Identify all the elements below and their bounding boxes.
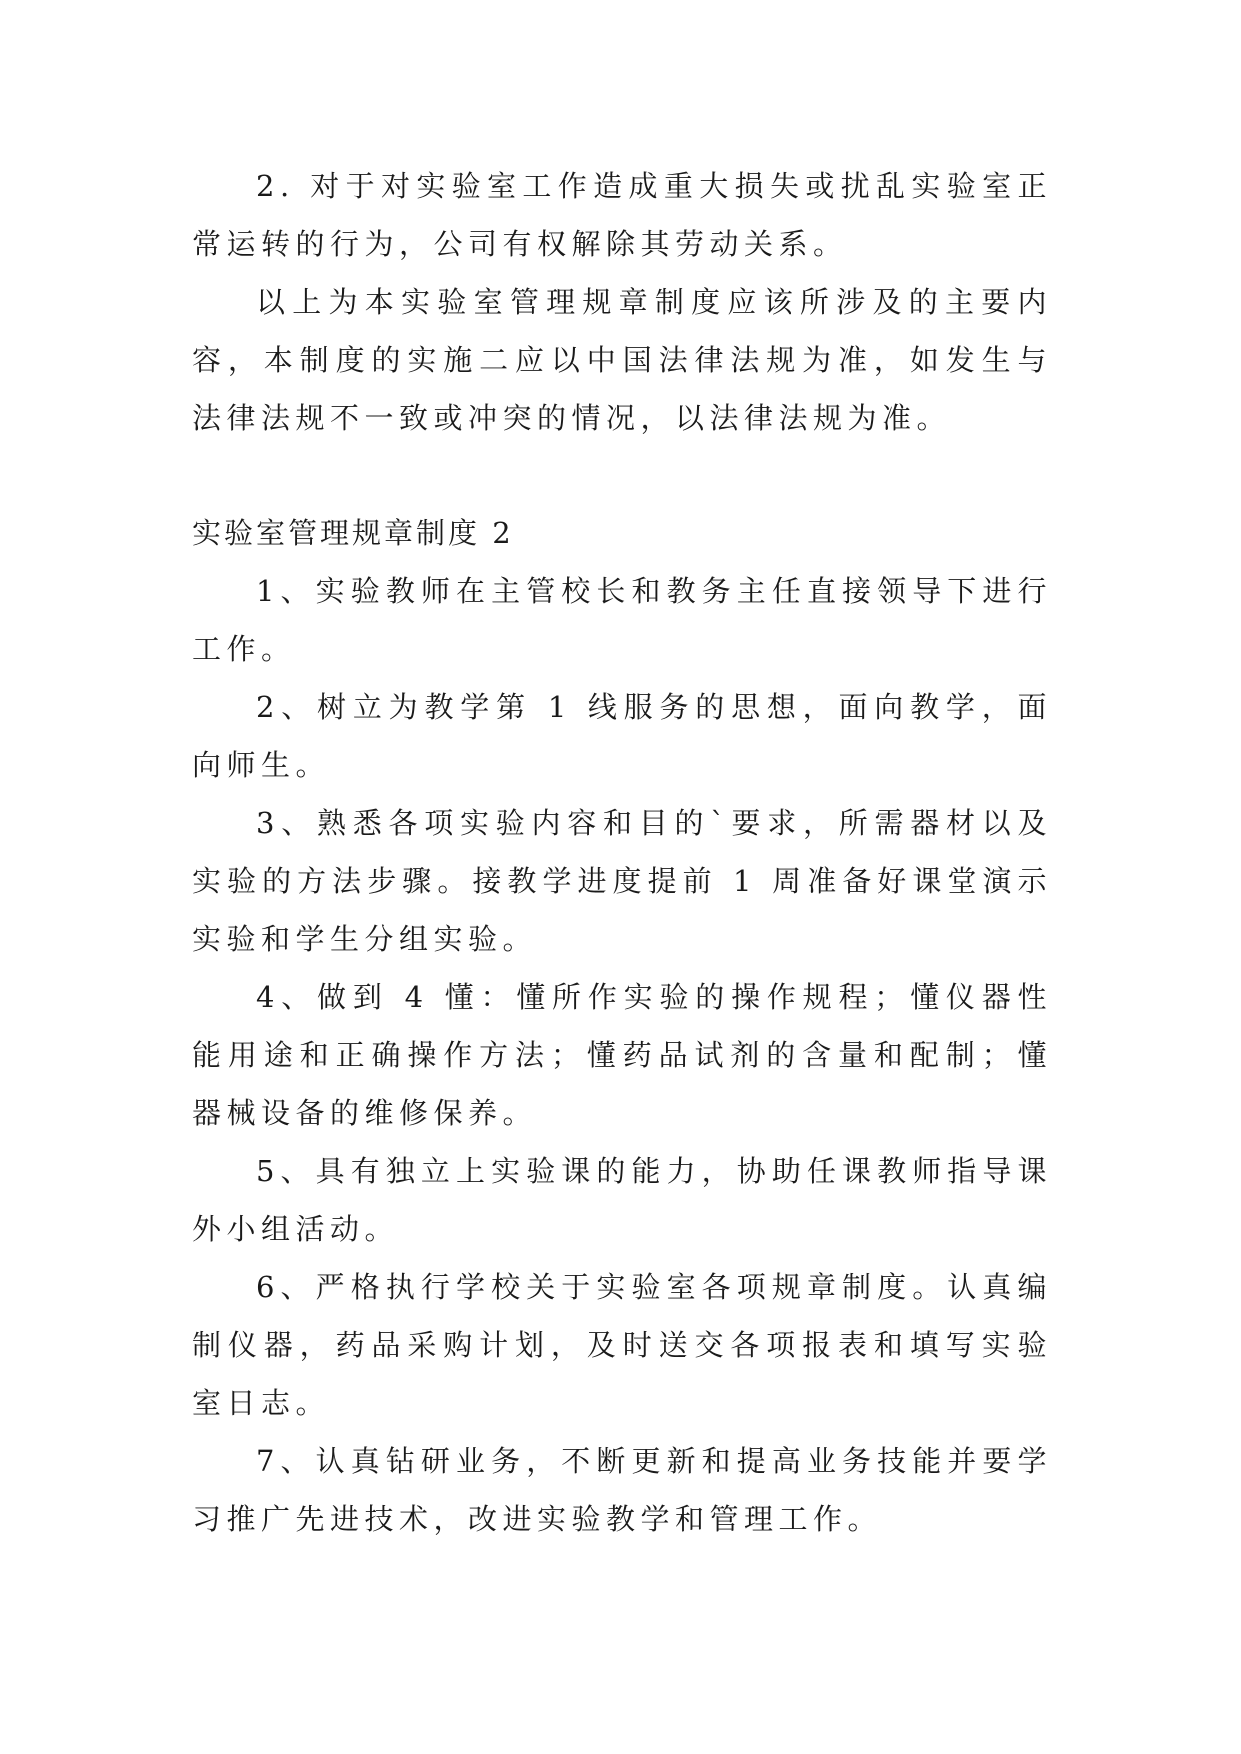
- section-2: [192, 504, 1052, 1548]
- list-item: 2、树立为教学第 1 线服务的思想，面向教学，面向师生。: [192, 690, 1052, 782]
- paragraph-item-2-penalty: 2. 对于对实验室工作造成重大损失或扰乱实验室正常运转的行为，公司有权解除其劳动关系。: [192, 169, 1052, 261]
- list-item: 7、认真钻研业务，不断更新和提高业务技能并要学习推广先进技术，改进实验教学和管理工作。: [192, 1444, 1052, 1536]
- list-item: 6、严格执行学校关于实验室各项规章制度。认真编制仪器，药品采购计划，及时送交各项报表和填写实验室日志。: [192, 1270, 1052, 1420]
- list-item: 1、实验教师在主管校长和教务主任直接领导下进行工作。: [192, 574, 1052, 666]
- list-item: 4、做到 4 懂：懂所作实验的操作规程；懂仪器性能用途和正确操作方法；懂药品试剂的含量和配制；懂器械设备的维修保养。: [192, 980, 1052, 1130]
- paragraph-closing-note: 以上为本实验室管理规章制度应该所涉及的主要内容，本制度的实施二应以中国法律法规为准，如发生与法律法规不一致或冲突的情况，以法律法规为准。: [192, 285, 1052, 435]
- list-item: 5、具有独立上实验课的能力，协助任课教师指导课外小组活动。: [192, 1154, 1052, 1246]
- list-item: 3、熟悉各项实验内容和目的`要求，所需器材以及实验的方法步骤。接教学进度提前 1 周准备好课堂演示实验和学生分组实验。: [192, 806, 1052, 956]
- section-heading: 实验室管理规章制度 2: [192, 516, 514, 550]
- text-block-top: [192, 157, 1052, 447]
